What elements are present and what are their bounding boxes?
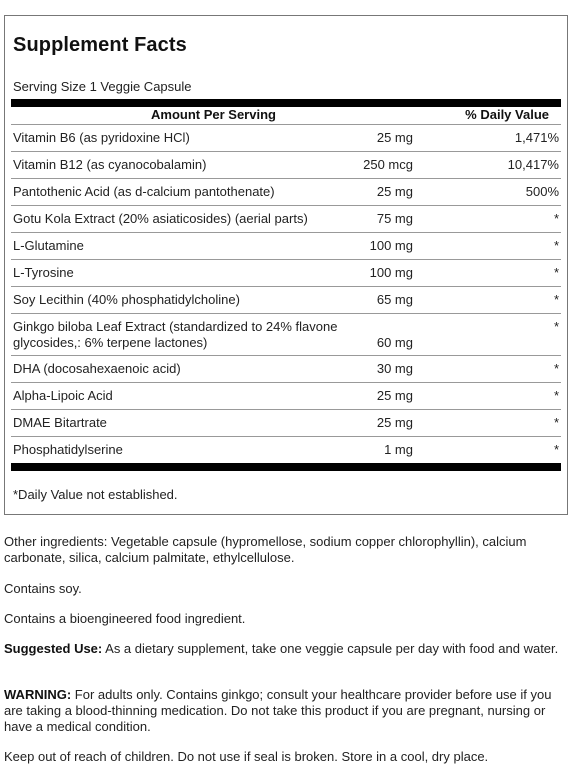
table-row (11, 124, 561, 152)
nutrient-dv: * (553, 211, 559, 226)
nutrient-amount: 100 mg (369, 265, 413, 280)
nutrient-dv: * (553, 388, 559, 403)
nutrient-name: Pantothenic Acid (as d-calcium pantothenate) (13, 184, 275, 199)
nutrient-name: L-Glutamine (13, 238, 84, 253)
contains-soy: Contains soy. (4, 581, 82, 596)
footer-bar (11, 463, 561, 471)
nutrient-amount: 25 mg (376, 415, 413, 430)
warning (4, 687, 566, 735)
table-row (11, 259, 561, 287)
nutrient-name-line2: glycosides,: 6% terpene lactones) (13, 335, 208, 350)
table-row (11, 436, 561, 464)
nutrient-amount: 30 mg (376, 361, 413, 376)
nutrient-amount: 65 mg (376, 292, 413, 307)
nutrient-dv: * (553, 319, 559, 334)
supplement-facts-panel (4, 15, 568, 515)
nutrient-dv: * (553, 442, 559, 457)
suggested-use-text: As a dietary supplement, take one veggie capsule per day with food and water. (102, 641, 559, 656)
nutrient-name: L-Tyrosine (13, 265, 74, 280)
nutrient-amount: 75 mg (376, 211, 413, 226)
daily-value-note: *Daily Value not established. (13, 487, 178, 502)
nutrient-dv: * (553, 265, 559, 280)
table-row (11, 286, 561, 314)
table-row (11, 355, 561, 383)
bioengineered-note: Contains a bioengineered food ingredient. (4, 611, 246, 626)
suggested-use (4, 641, 566, 657)
nutrient-dv: * (553, 292, 559, 307)
table-row (11, 205, 561, 233)
nutrient-dv: 10,417% (507, 157, 559, 172)
column-header (11, 105, 561, 123)
nutrient-name (13, 319, 337, 351)
daily-value-header: % Daily Value (465, 107, 549, 122)
nutrient-amount: 25 mg (376, 184, 413, 199)
nutrient-name: Gotu Kola Extract (20% asiaticosides) (aerial parts) (13, 211, 308, 226)
nutrient-amount: 60 mg (376, 335, 413, 350)
nutrient-dv: 1,471% (514, 130, 559, 145)
other-ingredients: Other ingredients: Vegetable capsule (hypromellose, sodium copper chlorophyllin), calcium carbonate, silica, calcium palmitate, ethylcellulose. (4, 534, 527, 565)
table-row (11, 151, 561, 179)
table-row (11, 409, 561, 437)
nutrient-amount: 100 mg (369, 238, 413, 253)
nutrient-amount: 25 mg (376, 130, 413, 145)
nutrient-dv: * (553, 238, 559, 253)
nutrient-name: Alpha-Lipoic Acid (13, 388, 113, 403)
amount-header: Amount Per Serving (151, 107, 276, 122)
nutrient-amount: 25 mg (376, 388, 413, 403)
storage-note: Keep out of reach of children. Do not use if seal is broken. Store in a cool, dry place. (4, 749, 489, 764)
nutrient-name-line1: Ginkgo biloba Leaf Extract (standardized to 24% flavone (13, 319, 338, 334)
nutrient-amount: 1 mg (384, 442, 413, 457)
panel-title: Supplement Facts (13, 34, 187, 56)
nutrient-name: DMAE Bitartrate (13, 415, 107, 430)
nutrient-name: Soy Lecithin (40% phosphatidylcholine) (13, 292, 240, 307)
nutrient-dv: 500% (525, 184, 559, 199)
nutrient-dv: * (553, 361, 559, 376)
suggested-use-label: Suggested Use: (4, 641, 103, 656)
nutrient-name: Phosphatidylserine (13, 442, 123, 457)
nutrient-name: Vitamin B12 (as cyanocobalamin) (13, 157, 207, 172)
table-row (11, 178, 561, 206)
warning-text: For adults only. Contains ginkgo; consult your healthcare provider before use if you are taking a blood-thinning medication. Do not take this product if you are pregnant, nursing or have a medical condition. (4, 687, 552, 734)
nutrient-name: DHA (docosahexaenoic acid) (13, 361, 181, 376)
nutrient-amount: 250 mcg (363, 157, 413, 172)
warning-label: WARNING: (4, 687, 72, 702)
nutrient-name: Vitamin B6 (as pyridoxine HCl) (13, 130, 190, 145)
nutrient-dv: * (553, 415, 559, 430)
table-row (11, 232, 561, 260)
table-row (11, 382, 561, 410)
table-row (11, 313, 561, 356)
serving-size: Serving Size 1 Veggie Capsule (13, 79, 192, 94)
